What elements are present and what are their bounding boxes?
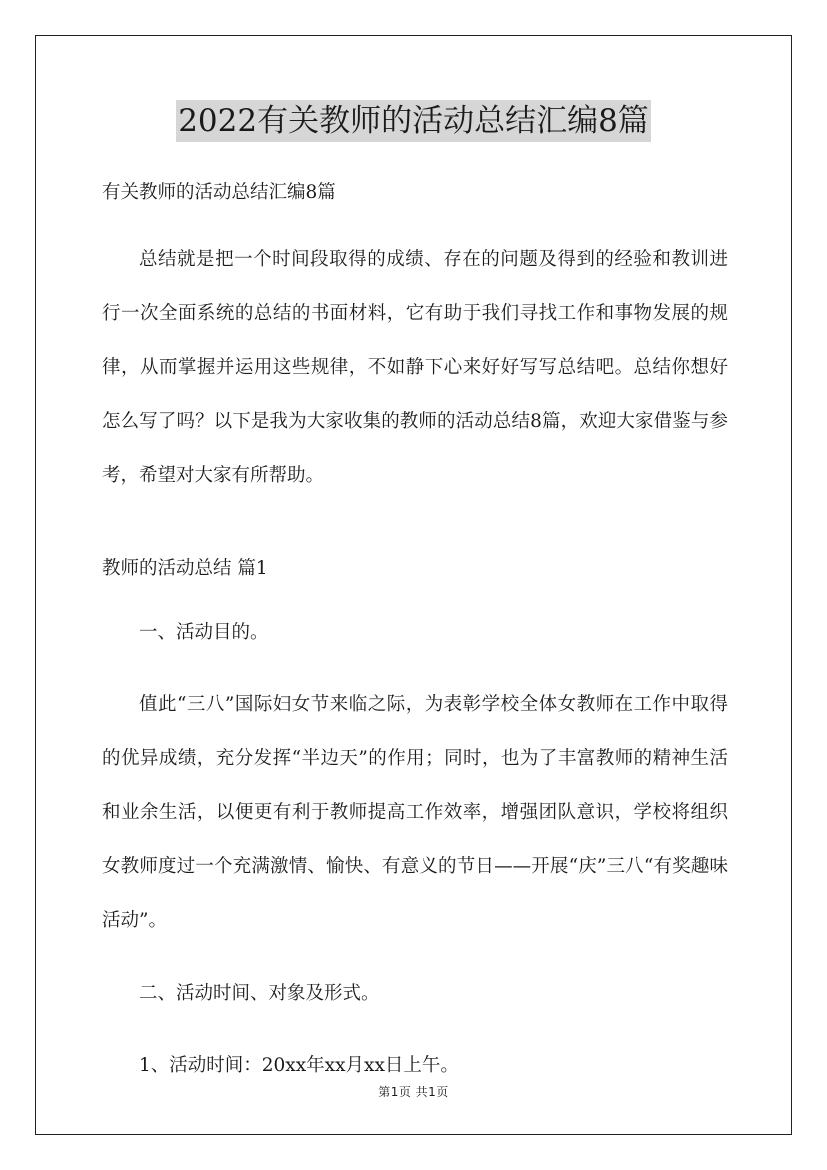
page-footer: 第1页 共1页 (378, 1085, 449, 1099)
paragraph-time-heading: 二、活动时间、对象及形式。 (139, 982, 380, 1004)
intro-paragraph: 总结就是把一个时间段取得的成绩、存在的问题及得到的经验和教训进行一次全面系统的总结的书面材料，它有助于我们寻找工作和事物发展的规律，从而掌握并运用这些规律，不如静下心来好好写写总结吧。总结你想好怎么写了吗？以下是我为大家收集的教师的活动总结8篇，欢迎大家借鉴与参考，希望对大家有所帮助。 (102, 249, 728, 486)
document-title: 2022有关教师的活动总结汇编8篇 (176, 100, 651, 142)
section-heading: 教师的活动总结 篇1 (102, 558, 268, 579)
paragraph-purpose-body: 值此“三八”国际妇女节来临之际，为表彰学校全体女教师在工作中取得的优异成绩，充分发挥“半边天”的作用；同时，也为了丰富教师的精神生活和业余生活，以便更有利于教师提高工作效率，增强团队意识，学校将组织女教师度过一个充满激情、愉快、有意义的节日——开展“庆”三八“有奖趣味活动”。 (102, 694, 728, 931)
title-area (0, 100, 827, 142)
document-body (102, 175, 728, 1112)
paragraph-time-detail: 1、活动时间：20xx年xx月xx日上午。 (139, 1055, 459, 1076)
document-subtitle: 有关教师的活动总结汇编8篇 (102, 182, 336, 203)
paragraph-purpose-heading: 一、活动目的。 (139, 621, 269, 643)
